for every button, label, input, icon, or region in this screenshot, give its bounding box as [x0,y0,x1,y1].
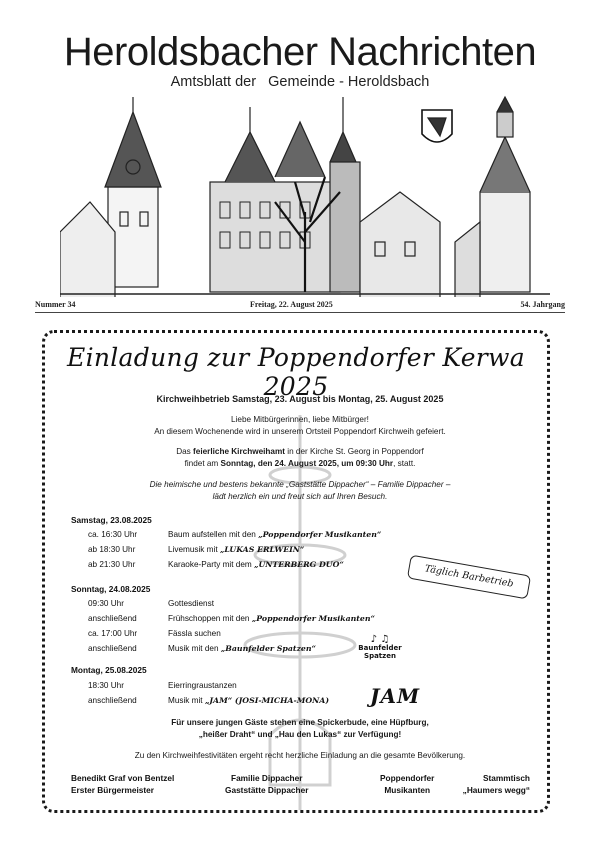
band-name: „UNTERBERG DUO“ [254,560,344,569]
spatzen-logo-text: Baunfelder Spatzen [358,644,402,660]
signature-mayor [71,772,174,796]
issue-volume: 54. Jahrgang [520,300,565,309]
mass-line-1-prefix: Das [176,447,194,456]
signature-dippacher [225,772,308,796]
signature-line-1: Benedikt Graf von Bentzel [71,773,175,783]
schedule-text: Frühschoppen mit den [168,614,252,623]
issue-number: Nummer 34 [35,300,76,309]
invite-line-2: lädt herzlich ein und freut sich auf Ihren Besuch. [212,492,388,501]
schedule-time: anschließend [88,614,137,623]
mass-line-1-highlight: feierliche Kirchweihamt [193,447,285,456]
schedule-desc [168,644,316,653]
masthead-title: Heroldsbacher Nachrichten [63,30,537,74]
schedule-desc [168,681,237,690]
event-period: Kirchweihbetrieb Samstag, 23. August bis Montag, 25. August 2025 [156,394,444,404]
schedule-time: 09:30 Uhr [88,599,124,608]
schedule-time: anschließend [88,696,137,705]
mass-line-2 [60,458,540,469]
intro-text: An diesem Wochenende wird in unserem Ortsteil Poppendorf Kirchweih gefeiert. [154,427,446,436]
schedule-time: ab 21:30 Uhr [88,560,136,569]
issue-info-bar [35,298,565,312]
mass-line-1-suffix: in der Kirche St. Georg in Poppendorf [284,447,424,456]
band-name: „Poppendorfer Musikanten“ [258,530,382,539]
schedule-text: Fässla suchen [168,629,221,638]
schedule-time: 18:30 Uhr [88,681,124,690]
schedule-time: ab 18:30 Uhr [88,545,136,554]
jam-logo: JAM [370,684,421,708]
schedule-desc [168,629,221,638]
mass-line-2-suffix: , statt. [393,459,416,468]
schedule-text: Gottesdienst [168,599,214,608]
greeting: Liebe Mitbürgerinnen, liebe Mitbürger! [231,415,369,424]
schedule-text: Karaoke-Party mit dem [168,560,254,569]
signature-musikanten [380,772,434,796]
signature-line-2: Gaststätte Dippacher [225,785,309,795]
schedule-text: Eierringraustanzen [168,681,237,690]
masthead-subtitle: Amtsblatt der Gemeinde - Heroldsbach [170,74,430,90]
signature-line-1: Stammtisch [482,773,530,783]
band-name: „JAM“ (JOSI-MICHA-MONA) [204,696,330,705]
day-heading-sunday: Sonntag, 24.08.2025 [71,584,151,594]
mass-line-2-prefix: findet am [184,459,221,468]
event-title: Einladung zur Poppendorfer Kerwa 2025 [67,343,525,401]
schedule-time: ca. 16:30 Uhr [88,530,138,539]
schedule-text: Baum aufstellen mit den [168,530,259,539]
day-heading-saturday: Samstag, 23.08.2025 [71,515,152,525]
schedule-text: Musik mit [168,696,205,705]
band-name: „Baunfelder Spatzen“ [220,644,317,653]
schedule-desc [168,560,344,569]
signature-line-2: Erster Bürgermeister [71,785,155,795]
schedule-text: Livemusik mit [168,545,220,554]
schedule-text: Musik mit den [168,644,221,653]
issue-date: Freitag, 22. August 2025 [250,300,333,309]
schedule-desc [168,696,329,705]
signature-line-2: Musikanten [384,785,431,795]
closing-text: Zu den Kirchweihfestivitäten ergeht recht herzliche Einladung an die gesamte Bevölkerung. [134,751,466,760]
band-name: „LUKAS ERLWEIN“ [219,545,305,554]
bird-icon: ♪ ♫ [370,634,390,645]
signature-line-1: Poppendorfer [380,773,435,783]
kids-line-2: „heißer Draht“ und „Hau den Lukas“ zur Verfügung! [198,730,402,739]
village-illustration [60,92,550,297]
schedule-time: anschließend [88,644,137,653]
signature-stammtisch [456,772,530,796]
schedule-desc [168,545,304,554]
schedule-desc [168,599,214,608]
mass-line-1 [60,446,540,457]
schedule-desc [168,530,381,539]
band-name: „Poppendorfer Musikanten“ [251,614,376,623]
kids-line-1: Für unsere jungen Gäste stehen eine Spickerbude, eine Hüpfburg, [171,718,429,727]
invite-line-1: Die heimische und bestens bekannte „Gaststätte Dippacher“ – Familie Dippacher – [149,480,451,489]
signature-line-2: „Haumers wegg“ [462,785,530,795]
schedule-desc [168,614,375,623]
spatzen-logo [345,636,415,660]
schedule-time: ca. 17:00 Uhr [88,629,138,638]
mass-line-2-highlight: Sonntag, den 24. August 2025, um 09:30 Uhr [220,459,394,468]
bar-stamp: Täglich Barbetrieb [407,555,531,600]
header-rule [35,312,565,313]
day-heading-monday: Montag, 25.08.2025 [71,665,147,675]
signature-line-1: Familie Dippacher [231,773,303,783]
